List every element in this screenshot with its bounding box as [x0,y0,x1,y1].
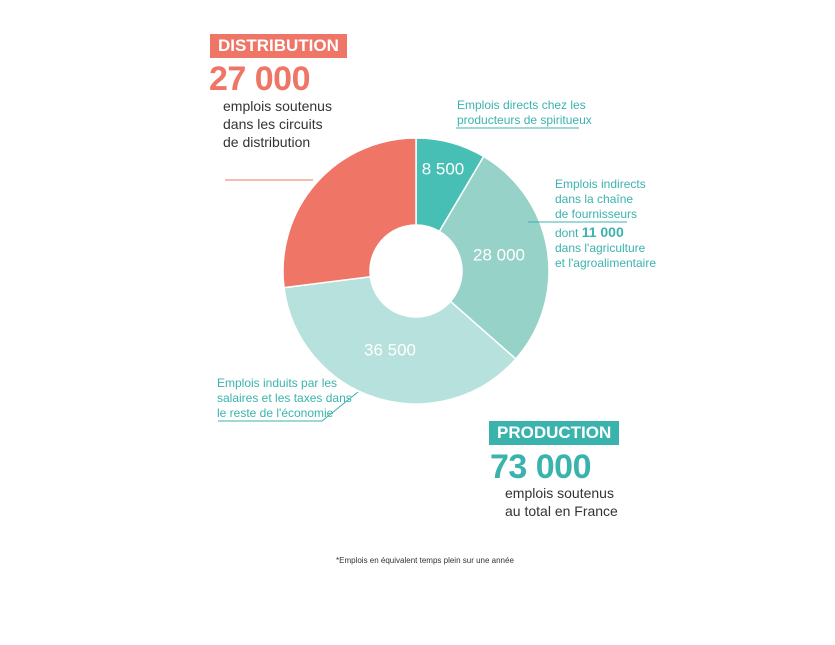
production-description [505,484,618,520]
slice-value-label-induced: 36 500 [364,340,416,360]
production-desc-line: emplois soutenus [505,485,614,501]
callout-line: dans la chaîne [555,192,634,206]
slice-value-label-direct: 8 500 [421,159,465,179]
footnote: *Emplois en équivalent temps plein sur une année [336,556,514,565]
callout-line: dans l'agriculture [555,241,646,255]
slice-value-label-indirect: 28 000 [473,245,525,265]
distribution-badge: DISTRIBUTION [210,34,347,58]
callout-line: de fournisseurs [555,207,638,221]
callout-line: Emplois induits par les [217,376,338,390]
distribution-desc-line: emplois soutenus [223,98,332,114]
production-badge: PRODUCTION [489,421,619,445]
callout-line: le reste de l'économie [217,406,334,420]
callout-line: producteurs de spiritueux [457,113,592,127]
callout-line: et l'agroalimentaire [555,256,657,270]
callout-line: Emplois directs chez les [457,98,586,112]
donut-slice-distribution [283,138,416,288]
donut-slices [283,138,549,404]
distribution-desc-line: de distribution [223,134,311,150]
distribution-desc-line: dans les circuits [223,116,323,132]
leader-induced [218,392,358,421]
production-desc-line: au total en France [505,503,618,519]
callout-dont-value: 11 000 [581,224,624,240]
distribution-total: 27 000 [209,60,310,98]
production-total: 73 000 [490,448,591,486]
callout-line: salaires et les taxes dans [217,391,352,405]
callout-dont-prefix: dont [555,226,579,240]
callout-line: Emplois indirects [555,177,646,191]
